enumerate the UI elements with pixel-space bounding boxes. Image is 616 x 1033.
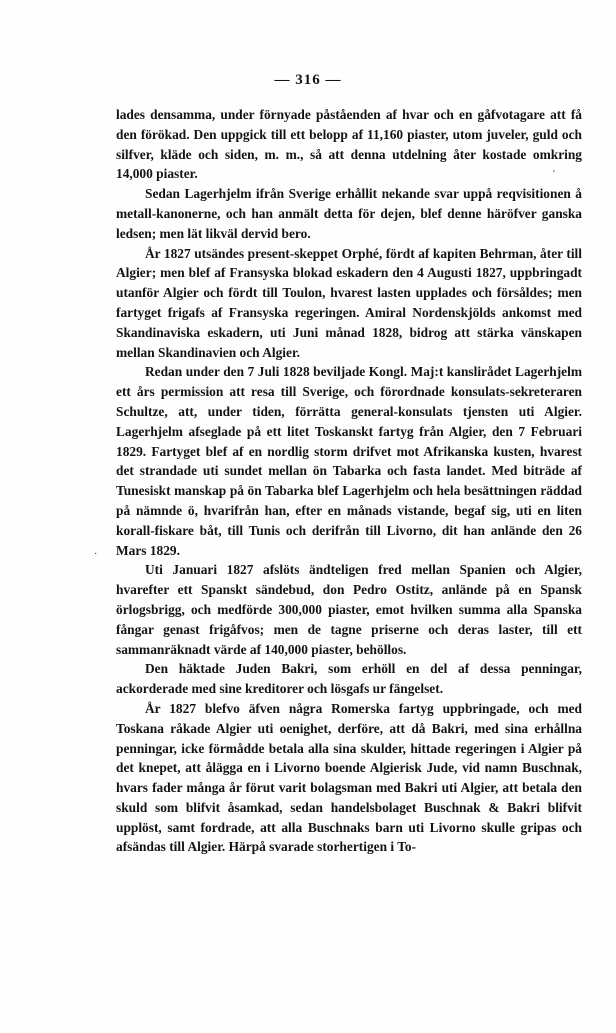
margin-mark-left: · [94, 549, 98, 560]
paragraph: År 1827 blefvo äfven några Romerska fartyg uppbringade, och med Toskana råkade Algier uti oenighet, derföre, att då Bakri, med sina erhållna penningar, icke förmådde betala alla sina skulder, hittade regeringen i Algier på det knepet, att ålägga en i Livorno boende Algierisk Jude, vid namn Buschnak, hvars fader många år förut varit bolagsman med Bakri uti Algier, att betala den skuld som blifvit åsamkad, sedan handelsbolaget Buschnak & Bakri blifvit upplöst, samt fordrade, att alla Buschnaks barn uti Livorno skulle gripas och afsändas till Algier. Härpå svarade storhertigen i To- [116, 700, 582, 855]
paragraph: Den häktade Juden Bakri, som erhöll en del af dessa penningar, ackorderade med sine kreditorer och lösgafs ur fängelset. [116, 661, 582, 697]
paragraph: Sedan Lagerhjelm ifrån Sverige erhållit nekande svar uppå reqvisitionen å metall-kanonerne, och han anmält detta för dejen, blef denne häröfver ganska ledsen; men lät likväl dervid bero. [116, 186, 582, 241]
page-number: — 316 — [274, 72, 342, 88]
paragraph: År 1827 utsändes present-skeppet Orphé, fördt af kapiten Behrman, åter till Algier; men blef af Fransyska blokad eskadern den 4 Augusti 1827, uppbringadt utanför Algier och fördt till Toulon, hvarest lasten upplades och försåldes; men fartyget frigafs af Fransyska regeringen. Amiral Nordenskjölds ankomst med Skandinaviska eskadern, uti Juni månad 1828, bidrog att stärka vänskapen mellan Skandinavien och Algier. [116, 245, 582, 360]
paragraph: lades densamma, under förnyade påståenden af hvar och en gåfvotagare att få den förökad. Den uppgick till ett belopp af 11,160 piaster, utom juveler, guld och silfver, kläde och siden, m. m., så att denna utdelning åter kostade omkring 14,000 piaster. [116, 107, 582, 182]
paragraph: Redan under den 7 Juli 1828 beviljade Kongl. Maj:t kanslirådet Lagerhjelm ett års permission att resa till Sverige, och förordnade konsulats-sekreteraren Schultze, att, under tiden, förrätta general-konsulats tjensten uti Algier. Lagerhjelm afseglade på ett litet Toskanskt fartyg från Algier, den 7 Februari 1829. Fartyget blef af en nordlig storm drifvet mot Afrikanska kusten, hvarest det strandade uti sundet mellan ön Tabarka och fasta landet. Med biträde af Tunesiskt manskap på ön Tabarka blef Lagerhjelm och hela besättningen räddad på nämnde ö, hvarifrån han, efter en månads vistande, begaf sig, uti en liten korall-fiskare båt, till Tunis och derifrån till Livorno, dit han anlände den 26 Mars 1829. [116, 364, 582, 558]
body-text [116, 105, 582, 857]
margin-mark-right: ' [553, 169, 555, 180]
paragraph: Uti Januari 1827 afslöts ändteligen fred mellan Spanien och Algier, hvarefter ett Spanskt sändebud, don Pedro Ostitz, anlände på en Spansk örlogsbrigg, och medförde 300,000 piaster, emot hvilken summa alla Spanska fångar genast frigåfvos; men de tagne priserne och deras laster, till ett sammanräknadt värde af 140,000 piaster, behöllos. [116, 562, 582, 657]
